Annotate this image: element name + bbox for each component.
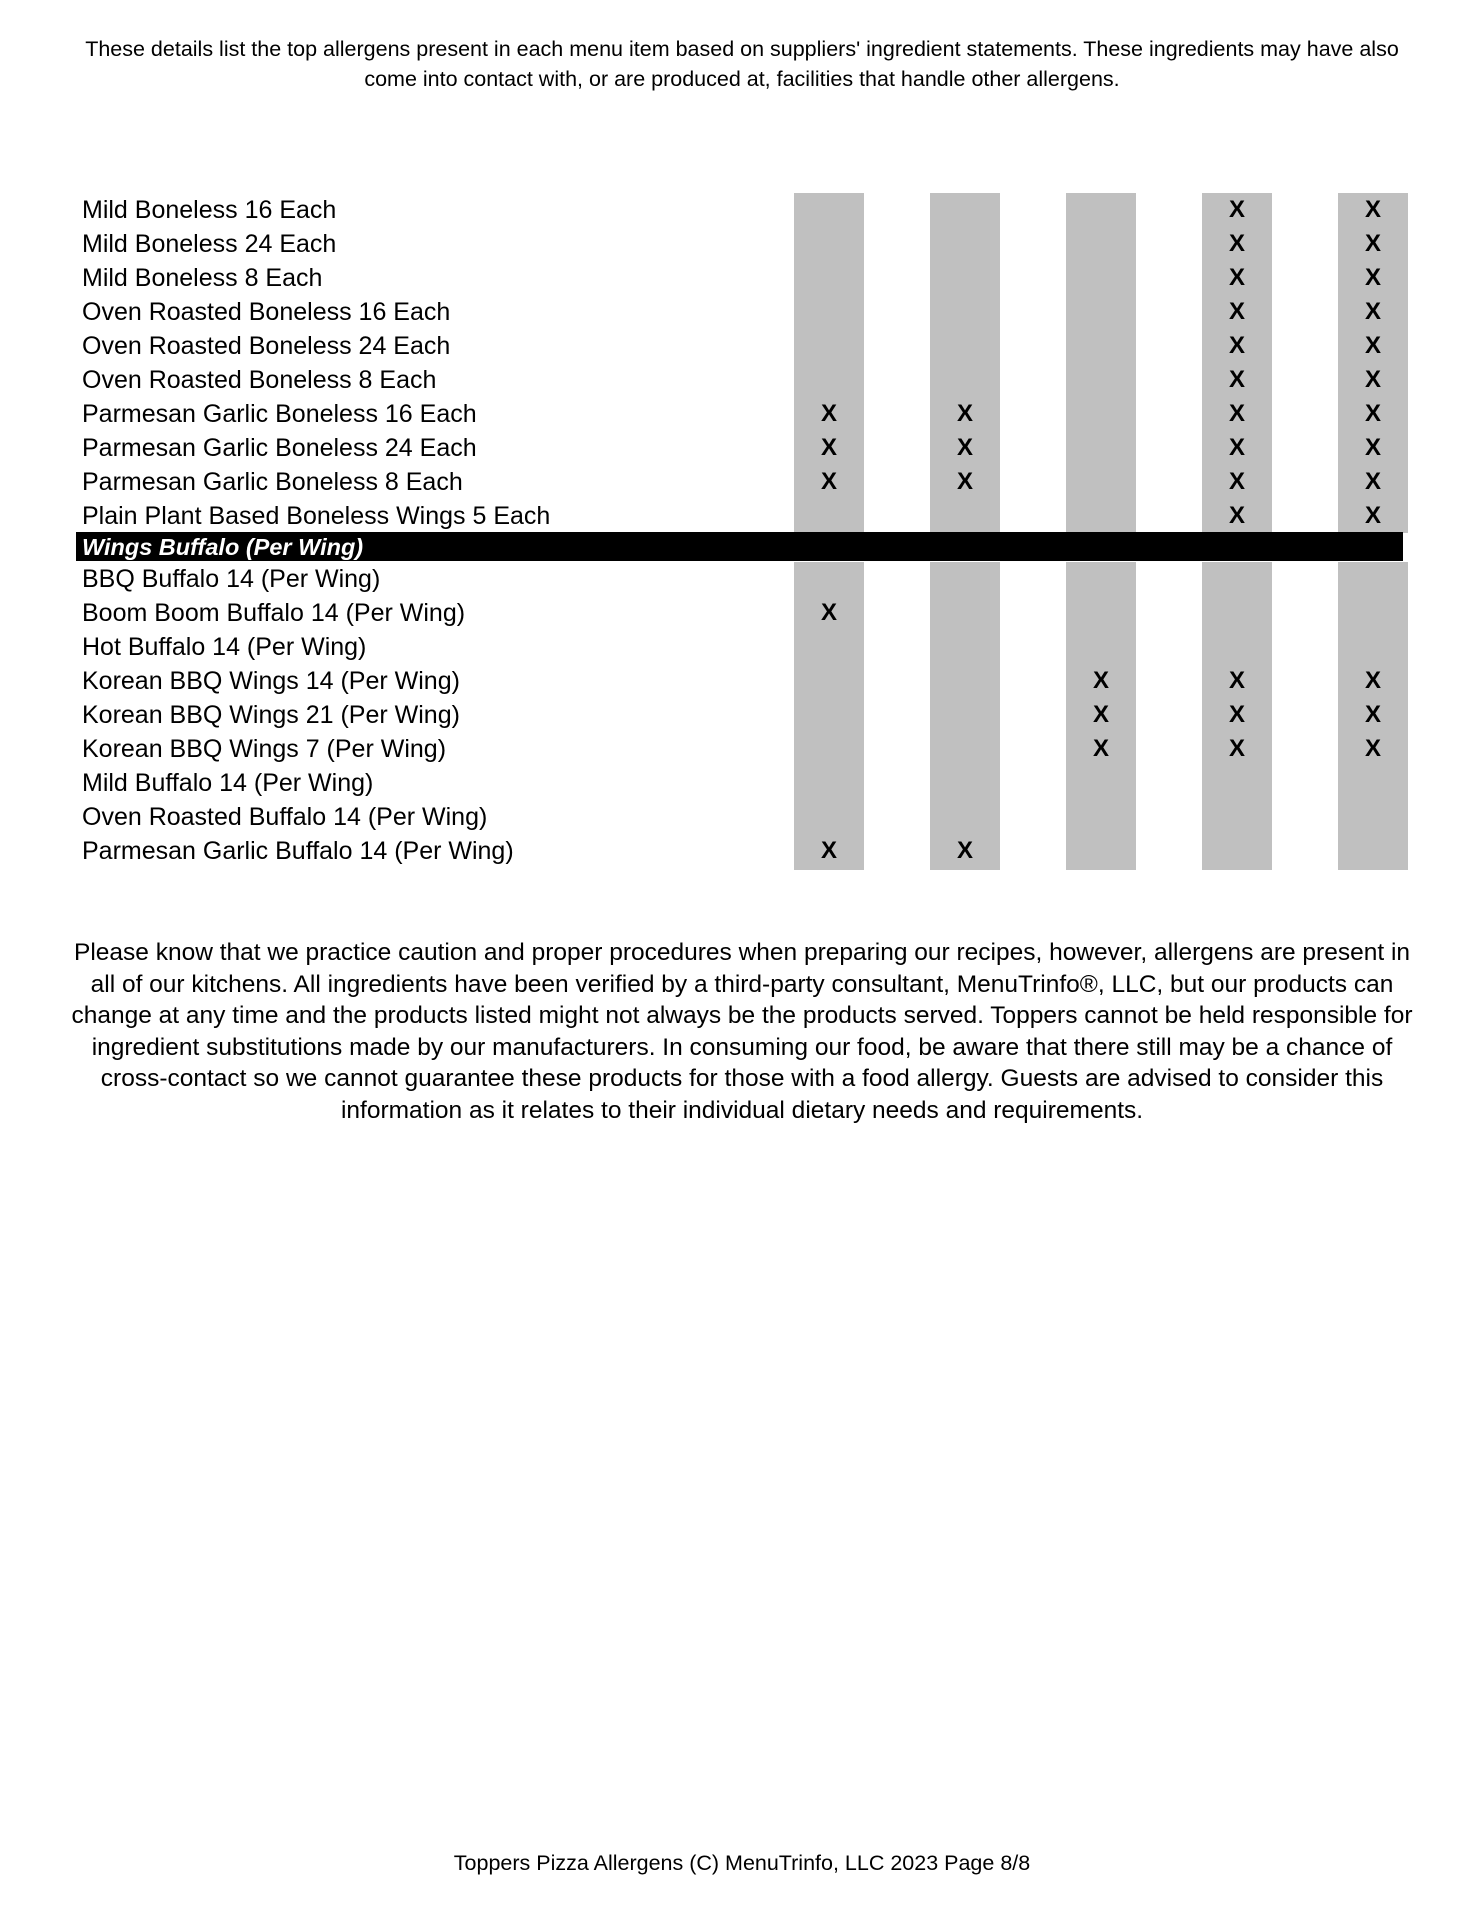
menu-item-row (0, 465, 1484, 499)
menu-item-row (0, 227, 1484, 261)
allergen-mark: X (820, 468, 837, 495)
menu-item-name: Mild Buffalo 14 (Per Wing) (82, 769, 374, 797)
allergen-mark: X (1228, 196, 1245, 223)
menu-item-name: Oven Roasted Boneless 16 Each (82, 298, 451, 326)
menu-item-row (0, 499, 1484, 533)
allergen-mark: X (1364, 264, 1381, 291)
allergen-mark: X (1228, 264, 1245, 291)
allergen-mark: X (1092, 701, 1109, 728)
menu-item-row (0, 800, 1484, 834)
menu-item-row (0, 363, 1484, 397)
menu-item-row (0, 261, 1484, 295)
menu-item-name: Parmesan Garlic Boneless 8 Each (82, 468, 463, 496)
menu-item-row (0, 664, 1484, 698)
menu-item-row (0, 329, 1484, 363)
menu-item-row (0, 834, 1484, 868)
menu-item-name: Korean BBQ Wings 7 (Per Wing) (82, 735, 447, 763)
allergen-mark: X (1092, 667, 1109, 694)
allergen-mark: X (956, 837, 973, 864)
allergen-mark: X (1364, 298, 1381, 325)
allergen-mark: X (1092, 735, 1109, 762)
menu-item-name: Mild Boneless 8 Each (82, 264, 323, 292)
menu-item-name: Boom Boom Buffalo 14 (Per Wing) (82, 599, 466, 627)
menu-item-row (0, 630, 1484, 664)
menu-item-name: Mild Boneless 24 Each (82, 230, 337, 258)
menu-item-row (0, 397, 1484, 431)
allergen-mark: X (1228, 667, 1245, 694)
allergen-mark: X (1228, 468, 1245, 495)
allergen-mark: X (820, 599, 837, 626)
menu-item-name: Hot Buffalo 14 (Per Wing) (82, 633, 367, 661)
menu-item-name: Parmesan Garlic Boneless 16 Each (82, 400, 477, 428)
allergen-mark: X (956, 434, 973, 461)
allergen-mark: X (1364, 502, 1381, 529)
allergen-mark: X (820, 400, 837, 427)
menu-item-name: Korean BBQ Wings 21 (Per Wing) (82, 701, 460, 729)
allergen-mark: X (956, 468, 973, 495)
menu-item-row (0, 766, 1484, 800)
allergen-mark: X (1228, 434, 1245, 461)
allergen-mark: X (1364, 366, 1381, 393)
allergen-mark: X (1228, 735, 1245, 762)
allergen-mark: X (1364, 735, 1381, 762)
menu-item-name: BBQ Buffalo 14 (Per Wing) (82, 565, 381, 593)
menu-item-row (0, 562, 1484, 596)
menu-item-name: Oven Roasted Boneless 24 Each (82, 332, 451, 360)
allergen-mark: X (1364, 400, 1381, 427)
allergen-mark: X (1228, 332, 1245, 359)
allergen-mark: X (1228, 701, 1245, 728)
menu-item-name: Oven Roasted Buffalo 14 (Per Wing) (82, 803, 488, 831)
menu-item-row (0, 698, 1484, 732)
allergen-mark: X (1228, 366, 1245, 393)
allergen-mark: X (1364, 196, 1381, 223)
allergen-mark: X (1364, 667, 1381, 694)
allergen-mark: X (1228, 502, 1245, 529)
menu-item-name: Korean BBQ Wings 14 (Per Wing) (82, 667, 460, 695)
section-header: Wings Buffalo (Per Wing) (76, 532, 1403, 561)
allergen-mark: X (1364, 468, 1381, 495)
allergen-mark: X (1364, 332, 1381, 359)
allergen-mark: X (1364, 434, 1381, 461)
allergen-mark: X (1228, 230, 1245, 257)
menu-item-name: Plain Plant Based Boneless Wings 5 Each (82, 502, 551, 530)
page-footer: Toppers Pizza Allergens (C) MenuTrinfo, LLC 2023 Page 8/8 (453, 1851, 1031, 1875)
menu-item-row (0, 193, 1484, 227)
allergen-mark: X (1364, 230, 1381, 257)
menu-item-row (0, 431, 1484, 465)
allergen-mark: X (956, 400, 973, 427)
allergen-intro-note: These details list the top allergens present in each menu item based on suppliers' ingredient statements. These ingredients may have also come into contact with, or are produced at, facilities that handle other allergens. (85, 37, 1399, 91)
allergen-mark: X (1228, 400, 1245, 427)
allergen-mark: X (820, 434, 837, 461)
allergen-mark: X (1364, 701, 1381, 728)
menu-item-name: Parmesan Garlic Buffalo 14 (Per Wing) (82, 837, 514, 865)
allergen-disclaimer: Please know that we practice caution and proper procedures when preparing our recipes, however, allergens are present in all of our kitchens. All ingredients have been verified by a third-party consultant, MenuTrinfo®, LLC, but our products can change at any time and the products listed might not always be the products served. Toppers cannot be held responsible for ingredient substitutions made by our manufacturers. In consuming our food, be aware that there still may be a chance of cross-contact so we cannot guarantee these products for those with a food allergy. Guests are advised to consider this information as it relates to their individual dietary needs and requirements. (71, 939, 1413, 1124)
menu-item-name: Parmesan Garlic Boneless 24 Each (82, 434, 477, 462)
menu-item-row (0, 732, 1484, 766)
menu-item-name: Mild Boneless 16 Each (82, 196, 337, 224)
menu-item-name: Oven Roasted Boneless 8 Each (82, 366, 437, 394)
menu-item-row (0, 295, 1484, 329)
allergen-mark: X (1228, 298, 1245, 325)
menu-item-row (0, 596, 1484, 630)
allergen-mark: X (820, 837, 837, 864)
